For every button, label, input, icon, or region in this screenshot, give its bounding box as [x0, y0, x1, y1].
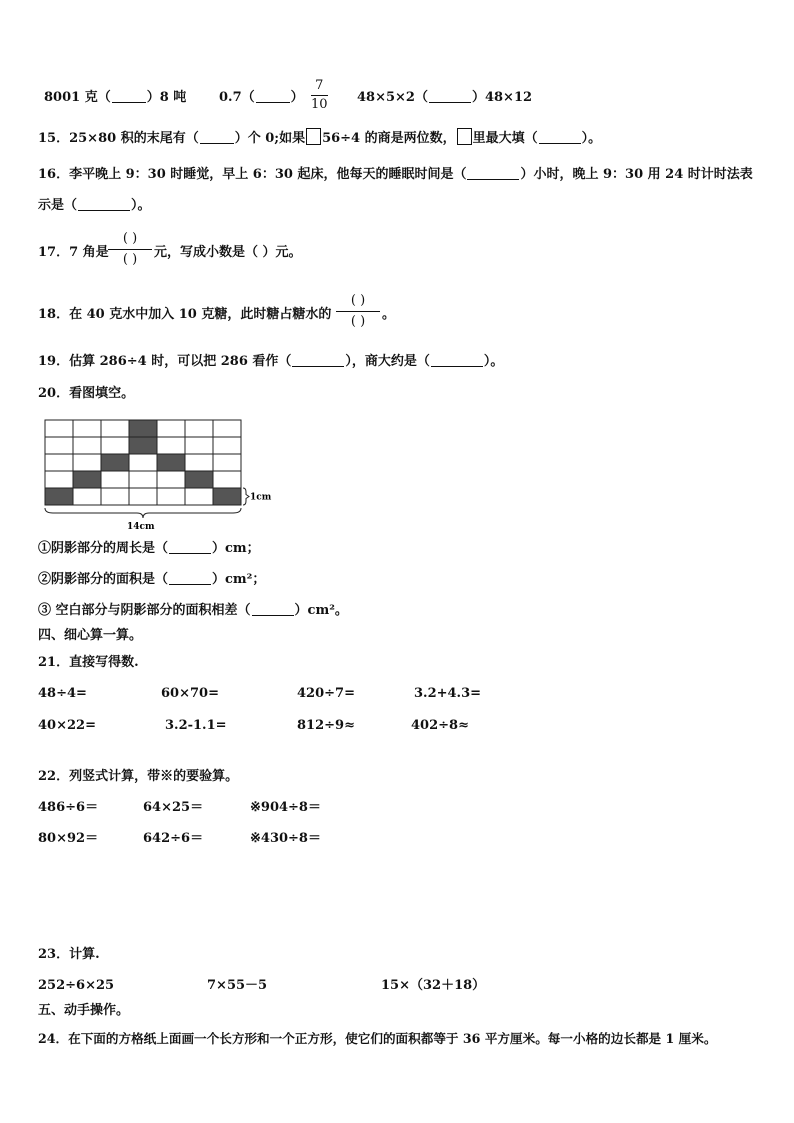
q21-r2-c1: 40×22= [38, 718, 96, 733]
shaded-cell [129, 420, 157, 437]
q21-r1-c3: 420÷7= [297, 686, 355, 701]
q18-fraction[interactable]: ( ) ( ) [336, 292, 380, 331]
grid-figure [44, 419, 284, 529]
question-24: 24．在下面的方格纸上面画一个长方形和一个正方形，使它们的面积都等于 36 平方厘米。每一小格的边长都是 1 厘米。 [38, 1031, 717, 1046]
compare-c-blank[interactable] [429, 88, 471, 103]
question-17-a: 17．7 角是 [38, 245, 109, 260]
grid-cell [157, 437, 185, 454]
grid-cell [213, 471, 241, 488]
shaded-cell [45, 488, 73, 505]
width-label: 14cm [127, 522, 155, 529]
section-5-heading: 五、动手操作。 [38, 1003, 130, 1018]
grid-cell [129, 454, 157, 471]
grid-cell [129, 471, 157, 488]
question-18-a: 18．在 40 克水中加入 10 克糖，此时糖占糖水的 [38, 307, 332, 322]
q21-r1-c4: 3.2+4.3= [414, 686, 482, 701]
square-box-2 [457, 128, 472, 145]
question-18-b: 。 [382, 307, 396, 322]
height-label: 1cm [250, 492, 272, 503]
width-brace [45, 508, 241, 518]
grid-cell [101, 437, 129, 454]
compare-c: 48×5×2（ ）48×12 [357, 90, 533, 105]
q23-item-3: 15×（32＋18） [381, 978, 486, 993]
grid-cell [101, 420, 129, 437]
q15-blank-1[interactable] [200, 129, 234, 144]
q20-sub3: ③ 空白部分与阴影部分的面积相差（ ）cm²。 [38, 603, 348, 618]
q21-r1-c2: 60×70= [161, 686, 219, 701]
q21-r2-c4: 402÷8≈ [411, 718, 469, 733]
grid-cell [73, 420, 101, 437]
grid-cell [45, 454, 73, 471]
q20-sub1: ①阴影部分的周长是（ ）cm； [38, 541, 260, 556]
grid-cell [185, 454, 213, 471]
q22-r1-c1: 486÷6＝ [38, 800, 99, 815]
q17-fraction[interactable]: ( ) ( ) [108, 230, 152, 269]
q22-r1-c3: ※904÷8＝ [250, 800, 321, 815]
question-20-title: 20．看图填空。 [38, 386, 135, 401]
shaded-cell [73, 471, 101, 488]
question-23-title: 23．计算. [38, 947, 100, 962]
section-4-heading: 四、细心算一算。 [38, 628, 143, 643]
shaded-cell [157, 454, 185, 471]
grid-cell [213, 454, 241, 471]
q19-blank-2[interactable] [431, 352, 483, 367]
grid-cell [101, 471, 129, 488]
q22-r1-c2: 64×25＝ [143, 800, 204, 815]
q21-r1-c1: 48÷4= [38, 686, 87, 701]
q20-blank-2[interactable] [169, 570, 211, 585]
question-16-line1: 16．李平晚上 9：30 时睡觉，早上 6：30 起床，他每天的睡眠时间是（ ）小时，晚上 9：30 用 24 时计时法表 [38, 167, 753, 182]
grid-cell [45, 420, 73, 437]
grid-cell [45, 437, 73, 454]
q20-sub2: ②阴影部分的面积是（ ）cm²； [38, 572, 266, 587]
q23-item-1: 252÷6×25 [38, 978, 115, 993]
question-15: 15．25×80 积的末尾有（ ）个 0;如果 56÷4 的商是两位数， 里最大填（ ）。 [38, 128, 601, 149]
q22-r2-c2: 642÷6＝ [143, 831, 204, 846]
question-19: 19．估算 286÷4 时，可以把 286 看作（ ），商大约是（ ）。 [38, 354, 504, 369]
q21-r2-c2: 3.2-1.1= [165, 718, 227, 733]
shaded-cell [213, 488, 241, 505]
compare-row: 8001 克（ ）8 吨 [44, 90, 187, 105]
question-22-title: 22．列竖式计算，带※的要验算。 [38, 769, 239, 784]
q19-blank-1[interactable] [292, 352, 344, 367]
compare-a-blank[interactable] [112, 88, 146, 103]
q15-blank-2[interactable] [539, 129, 581, 144]
grid-cell [101, 488, 129, 505]
compare-b: 0.7（ ） [219, 90, 304, 105]
compare-a: 8001 克（ [44, 90, 111, 105]
grid-cell [157, 420, 185, 437]
grid-cell [157, 488, 185, 505]
grid-cell [185, 437, 213, 454]
q16-blank-2[interactable] [78, 196, 130, 211]
grid-cell [73, 437, 101, 454]
question-17-b: 元，写成小数是（ ）元。 [154, 245, 302, 260]
question-16-line2: 示是（ ）。 [38, 198, 151, 213]
compare-b-blank[interactable] [256, 88, 290, 103]
q21-r2-c3: 812÷9≈ [297, 718, 355, 733]
question-21-title: 21．直接写得数. [38, 655, 139, 670]
q20-blank-1[interactable] [169, 539, 211, 554]
fraction-7-10: 7 10 [311, 78, 328, 112]
square-box-1 [306, 128, 321, 145]
q22-r2-c1: 80×92＝ [38, 831, 99, 846]
grid-cell [185, 488, 213, 505]
height-brace [243, 488, 249, 505]
q16-blank-1[interactable] [467, 165, 519, 180]
q20-blank-3[interactable] [252, 601, 294, 616]
grid-cell [185, 420, 213, 437]
grid-cell [129, 488, 157, 505]
grid-cell [73, 488, 101, 505]
q23-item-2: 7×55－5 [207, 978, 268, 993]
shaded-cell [129, 437, 157, 454]
grid-cell [213, 420, 241, 437]
shaded-cell [101, 454, 129, 471]
grid-cell [213, 437, 241, 454]
q22-r2-c3: ※430÷8＝ [250, 831, 321, 846]
shaded-cell [185, 471, 213, 488]
grid-cell [45, 471, 73, 488]
grid-cell [73, 454, 101, 471]
grid-cell [157, 471, 185, 488]
